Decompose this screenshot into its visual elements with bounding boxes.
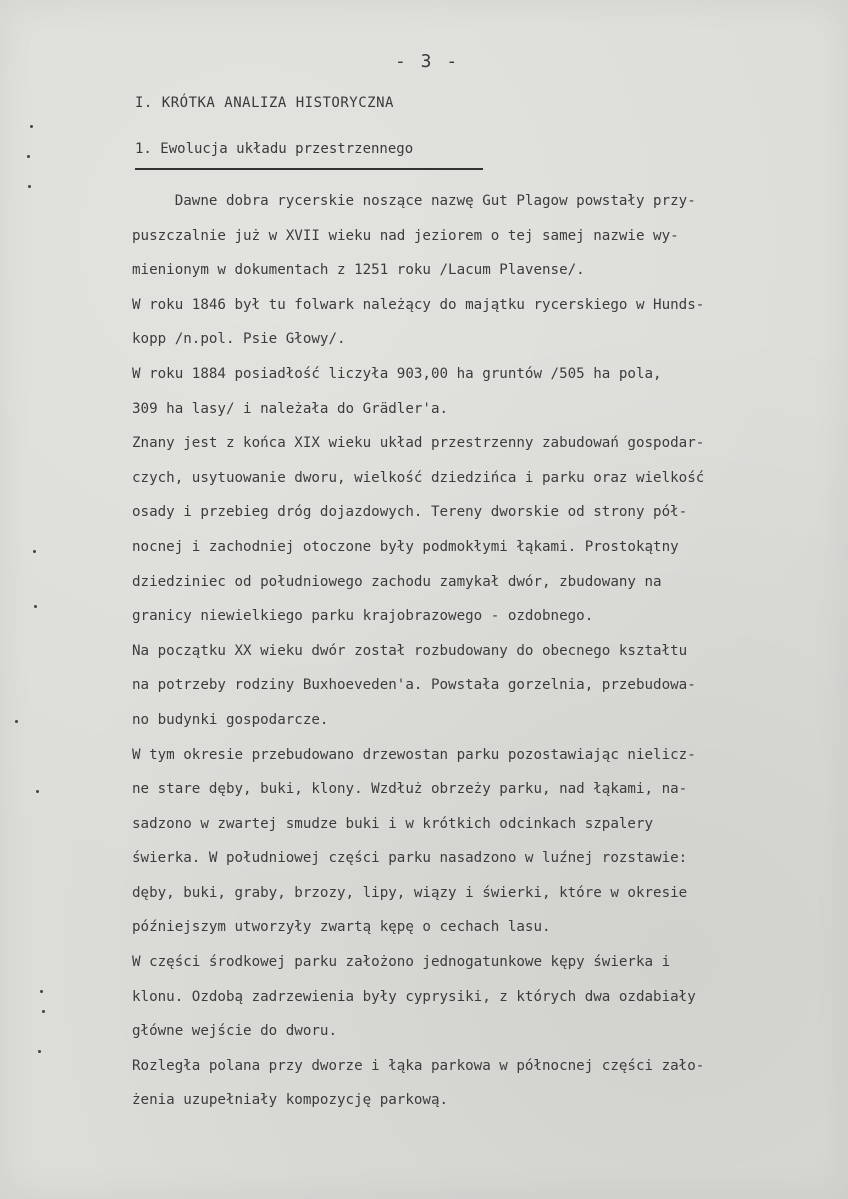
scan-mark	[36, 790, 39, 793]
page-number: - 3 -	[395, 51, 460, 72]
section-title: I. KRÓTKA ANALIZA HISTORYCZNA	[135, 95, 394, 111]
body-text	[132, 184, 822, 1118]
text-line: Znany jest z końca XIX wieku układ przestrzenny zabudowań gospodar-	[132, 435, 705, 452]
scan-mark	[33, 550, 36, 553]
text-line: Na początku XX wieku dwór został rozbudowany do obecnego kształtu	[132, 642, 688, 659]
text-line: dziedziniec od południowego zachodu zamykał dwór, zbudowany na	[132, 573, 662, 590]
text-line: Rozległa polana przy dworze i łąka parkowa w północnej części zało-	[132, 1057, 705, 1074]
scan-mark	[15, 720, 18, 723]
text-line: nocnej i zachodniej otoczone były podmokłymi łąkami. Prostokątny	[132, 538, 679, 555]
text-line: no budynki gospodarcze.	[132, 711, 329, 728]
text-line: dęby, buki, graby, brzozy, lipy, wiązy i świerki, które w okresie	[132, 884, 688, 901]
scan-mark	[38, 1050, 41, 1053]
subsection-title: 1. Ewolucja układu przestrzennego	[135, 141, 414, 157]
text-line: klonu. Ozdobą zadrzewienia były cyprysiki, z których dwa ozdabiały	[132, 988, 696, 1005]
text-line: W tym okresie przebudowano drzewostan parku pozostawiając nielicz-	[132, 746, 696, 763]
text-line: kopp /n.pol. Psie Głowy/.	[132, 331, 346, 348]
scan-mark	[40, 990, 43, 993]
text-line: W roku 1884 posiadłość liczyła 903,00 ha gruntów /505 ha pola,	[132, 365, 662, 382]
text-line: żenia uzupełniały kompozycję parkową.	[132, 1092, 449, 1109]
text-line: sadzono w zwartej smudze buki i w krótkich odcinkach szpalery	[132, 815, 654, 832]
text-line: ne stare dęby, buki, klony. Wzdłuż obrzeży parku, nad łąkami, na-	[132, 781, 688, 798]
scan-mark	[42, 1010, 45, 1013]
text-line: Dawne dobra rycerskie noszące nazwę Gut Plagow powstały przy-	[132, 193, 696, 209]
text-line: mienionym w dokumentach z 1251 roku /Lacum Plavense/.	[132, 262, 585, 279]
scan-mark	[30, 125, 33, 128]
text-line: późniejszym utworzyły zwartą kępę o cechach lasu.	[132, 919, 551, 936]
text-line: puszczalnie już w XVII wieku nad jeziorem o tej samej nazwie wy-	[132, 227, 679, 244]
text-line: osady i przebieg dróg dojazdowych. Tereny dworskie od strony pół-	[132, 504, 688, 521]
text-line: W części środkowej parku założono jednogatunkowe kępy świerka i	[132, 954, 671, 971]
text-line: W roku 1846 był tu folwark należący do majątku rycerskiego w Hunds-	[132, 296, 705, 313]
text-line: na potrzeby rodziny Buxhoeveden'a. Powstała gorzelnia, przebudowa-	[132, 677, 696, 694]
text-line: czych, usytuowanie dworu, wielkość dziedzińca i parku oraz wielkość	[132, 469, 705, 486]
text-line: główne wejście do dworu.	[132, 1023, 337, 1040]
text-line: 309 ha lasy/ i należała do Grädler'a.	[132, 400, 449, 417]
scan-mark	[28, 185, 31, 188]
subsection-underline	[135, 168, 483, 170]
scan-mark	[34, 605, 37, 608]
text-line: świerka. W południowej części parku nasadzono w luźnej rozstawie:	[132, 850, 688, 867]
text-line: granicy niewielkiego parku krajobrazowego - ozdobnego.	[132, 608, 594, 625]
scan-mark	[27, 155, 30, 158]
